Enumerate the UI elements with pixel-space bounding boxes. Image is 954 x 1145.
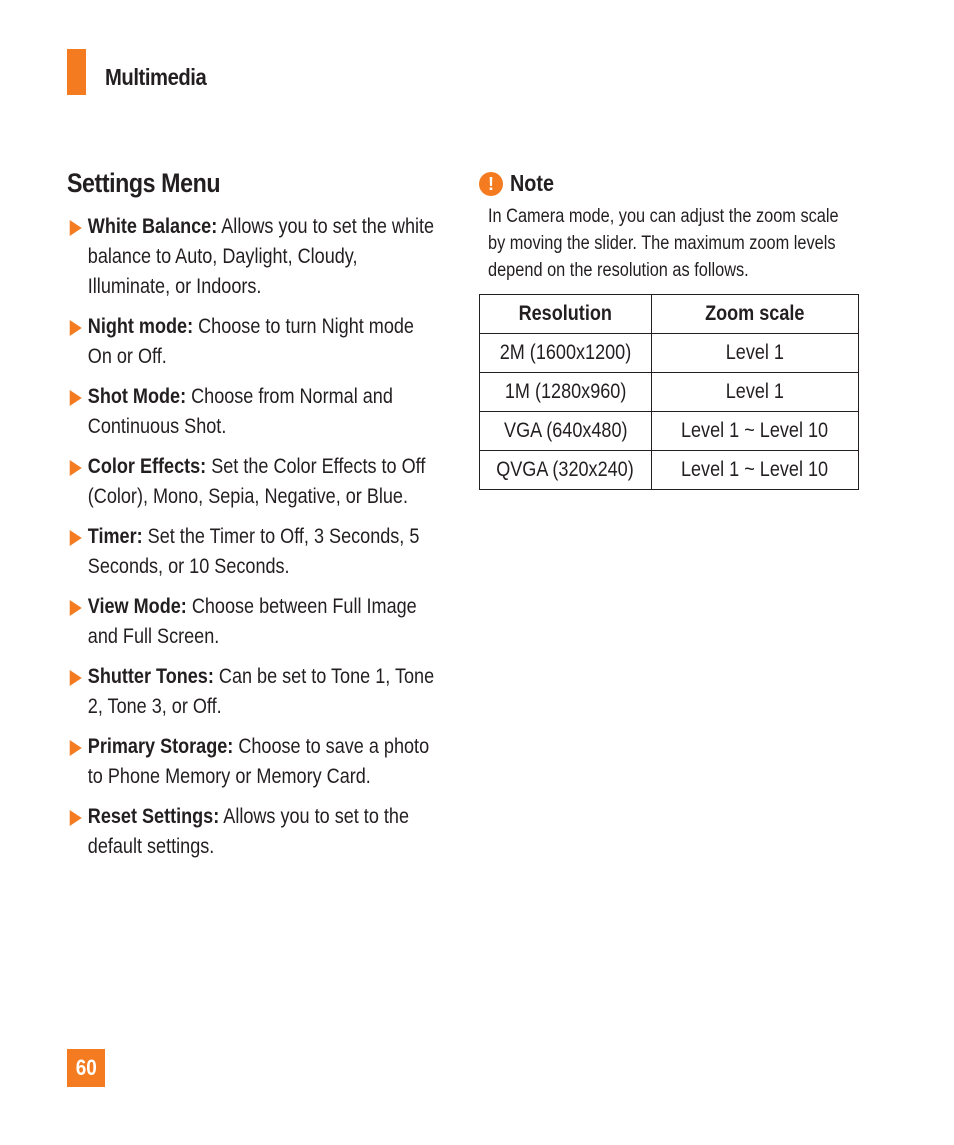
- item-term: White Balance:: [87, 215, 218, 238]
- table-cell: QVGA (320x240): [480, 451, 652, 490]
- page-number: 60: [75, 1055, 97, 1080]
- item-description: Allows you to set the white balance to Auto, Daylight, Cloudy, Illuminate, or Indoors.: [87, 215, 435, 298]
- triangle-bullet-icon: [70, 390, 82, 406]
- settings-item-shutter-tones: [68, 662, 438, 722]
- triangle-bullet-icon: [70, 530, 82, 546]
- item-description: Choose to turn Night mode On or Off.: [87, 315, 414, 368]
- settings-item-view-mode: [68, 592, 438, 652]
- settings-item-shot-mode: [68, 382, 438, 442]
- settings-item-night-mode: [68, 312, 438, 372]
- note-body: In Camera mode, you can adjust the zoom scale by moving the slider. The maximum zoom levels depend on the resolution as follows.: [488, 206, 839, 281]
- triangle-bullet-icon: [70, 670, 82, 686]
- triangle-bullet-icon: [70, 740, 82, 756]
- settings-item-color-effects: [68, 452, 438, 512]
- item-description: Set the Color Effects to Off (Color), Mono, Sepia, Negative, or Blue.: [87, 455, 426, 508]
- item-term: Reset Settings:: [87, 805, 220, 828]
- table-row: [480, 334, 859, 373]
- settings-item-timer: [68, 522, 438, 582]
- page-heading: Settings Menu: [67, 168, 221, 198]
- item-description: Choose from Normal and Continuous Shot.: [87, 385, 393, 438]
- item-term: Shot Mode:: [87, 385, 187, 408]
- section-title: Multimedia: [105, 64, 207, 90]
- settings-item-primary-storage: [68, 732, 438, 792]
- item-term: Timer:: [87, 525, 143, 548]
- item-description: Choose to save a photo to Phone Memory or Memory Card.: [87, 735, 430, 788]
- page-number-badge: [67, 1049, 105, 1087]
- table-row: [480, 373, 859, 412]
- item-description: Allows you to set to the default settings.: [87, 805, 409, 858]
- settings-item-reset-settings: [68, 802, 438, 862]
- column-header-zoom-scale: Zoom scale: [651, 295, 858, 334]
- triangle-bullet-icon: [70, 460, 82, 476]
- column-header-resolution: Resolution: [480, 295, 652, 334]
- triangle-bullet-icon: [70, 220, 82, 236]
- table-cell: Level 1 ~ Level 10: [651, 451, 858, 490]
- settings-list: [68, 212, 498, 872]
- triangle-bullet-icon: [70, 810, 82, 826]
- triangle-bullet-icon: [70, 320, 82, 336]
- table-row: [480, 412, 859, 451]
- table-header-row: [480, 295, 859, 334]
- settings-item-white-balance: [68, 212, 438, 302]
- item-description: Set the Timer to Off, 3 Seconds, 5 Seconds, or 10 Seconds.: [87, 525, 420, 578]
- table-cell: Level 1: [651, 334, 858, 373]
- table-row: [480, 451, 859, 490]
- item-term: Night mode:: [87, 315, 194, 338]
- table-cell: 2M (1600x1200): [480, 334, 652, 373]
- item-description: Can be set to Tone 1, Tone 2, Tone 3, or Off.: [87, 665, 435, 718]
- table-cell: Level 1 ~ Level 10: [651, 412, 858, 451]
- item-description: Choose between Full Image and Full Screen.: [87, 595, 417, 648]
- item-term: Primary Storage:: [87, 735, 234, 758]
- zoom-scale-table: [479, 294, 859, 490]
- table-cell: Level 1: [651, 373, 858, 412]
- item-term: Color Effects:: [87, 455, 207, 478]
- section-marker-bar: [67, 49, 86, 95]
- note-title: Note: [510, 170, 554, 196]
- table-cell: VGA (640x480): [480, 412, 652, 451]
- table-cell: 1M (1280x960): [480, 373, 652, 412]
- triangle-bullet-icon: [70, 600, 82, 616]
- item-term: Shutter Tones:: [87, 665, 214, 688]
- item-term: View Mode:: [87, 595, 187, 618]
- note-exclamation-icon: !: [479, 172, 503, 196]
